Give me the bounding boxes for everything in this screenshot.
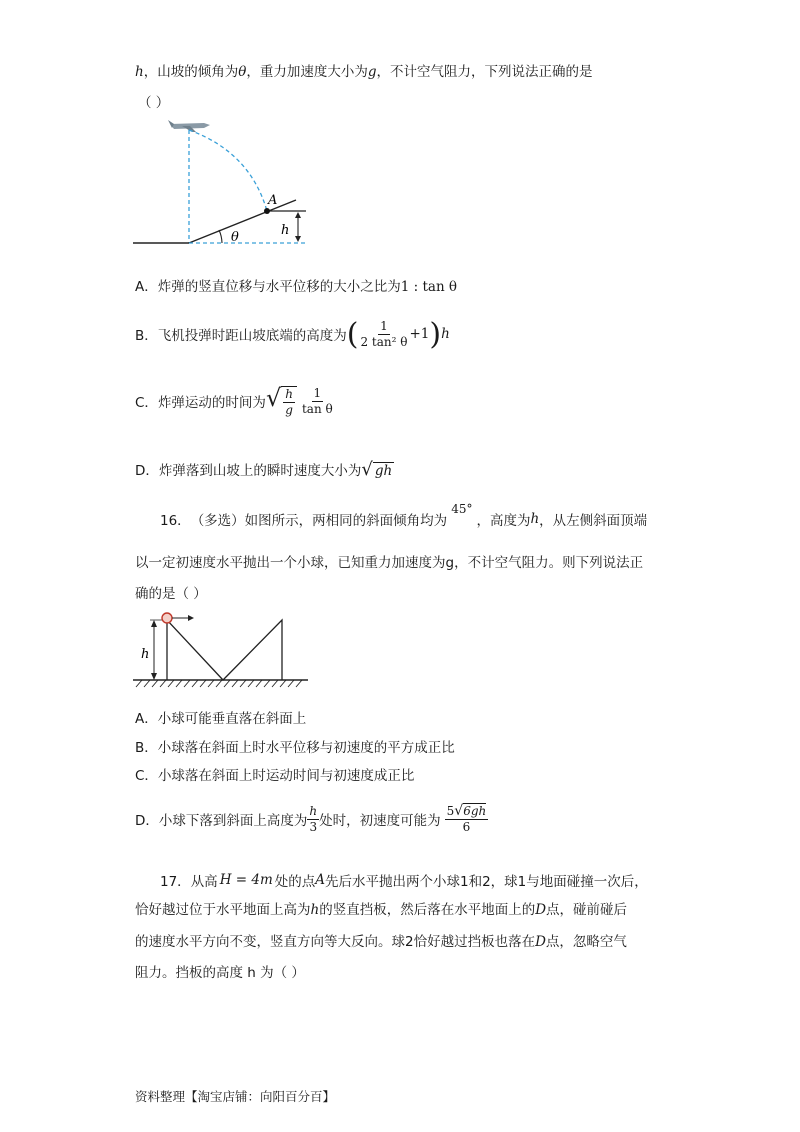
option-text: 处时，初速度可能为	[319, 813, 441, 829]
option-label: D．	[135, 813, 159, 829]
q16-tag: （多选）如图所示，两相同的斜面倾角均为	[190, 513, 448, 529]
q16-stem-line1	[160, 502, 648, 533]
var-theta: θ	[238, 64, 247, 80]
stem-text: ，高度为	[476, 513, 531, 529]
stem-text: 从高	[190, 874, 218, 890]
label-theta: θ	[231, 230, 239, 245]
q16-figure	[130, 610, 320, 692]
option-text: 小球落在斜面上时水平位移与初速度的平方成正比	[157, 740, 455, 756]
option-label: A．	[135, 279, 158, 295]
label-a: A	[268, 193, 278, 208]
stem-text: 处的点	[274, 874, 316, 890]
option-text: 飞机投弹时距山坡底端的高度为	[157, 328, 347, 344]
q15-figure	[130, 112, 320, 252]
var-h: h	[441, 326, 450, 342]
var-h: h	[310, 902, 320, 918]
ball	[162, 613, 172, 623]
q16-option-b[interactable]	[135, 738, 455, 758]
q17-line3	[135, 932, 627, 952]
footer-text: 资料整理【淘宝店铺：向阳百分百】	[135, 1089, 336, 1104]
q15-stem	[135, 62, 593, 82]
stem-text: 的竖直挡板，然后落在水平地面上的	[319, 902, 536, 918]
var-a: A	[315, 872, 325, 888]
stem-text: 先后水平抛出两个小球1和2，球1与地面碰撞一次后，	[325, 874, 648, 890]
q15-option-d[interactable]	[135, 455, 394, 483]
q15-stem-mid: ，重力加速度大小为	[246, 64, 368, 80]
question-number: 17．	[160, 874, 191, 890]
q16-option-d[interactable]	[135, 799, 488, 839]
q15-answer-blank: （ ）	[138, 95, 170, 111]
var-g: g	[367, 64, 377, 80]
option-math: 1 : tan θ	[400, 279, 458, 295]
var-d: D	[535, 934, 546, 950]
fraction: $\frac{1}{\text{2 tan² θ}}$	[360, 318, 408, 349]
ground-hatch	[136, 680, 302, 687]
fraction-sqrt: $\frac{5√6gh}{6}$	[446, 802, 487, 834]
question-number: 16．	[160, 513, 191, 529]
angle-arc	[219, 230, 222, 243]
var-h: h	[135, 64, 144, 80]
q17-line1	[160, 866, 648, 894]
option-label: C．	[135, 768, 158, 784]
plus-one: +1	[409, 326, 430, 342]
option-text: 小球可能垂直落在斜面上	[157, 711, 307, 727]
fraction: $\frac{h}{3}$	[309, 803, 318, 834]
q15-stem-post: ，不计空气阻力，下列说法正确的是	[376, 64, 593, 80]
angle-value: 45°	[451, 502, 473, 516]
q15-option-c[interactable]	[135, 381, 335, 421]
stem-text: 点，碰前碰后	[546, 902, 628, 918]
inclines	[167, 620, 282, 680]
option-text: 炸弹落到山坡上的瞬时速度大小为	[158, 463, 362, 479]
fraction: $\frac{1}{\text{tan θ}}$	[301, 385, 333, 416]
option-text: 炸弹运动的时间为	[157, 395, 266, 411]
q15-stem-pre: ，山坡的倾角为	[143, 64, 239, 80]
trajectory-curve	[189, 130, 267, 211]
option-label: B．	[135, 740, 158, 756]
stem-text: ，从左侧斜面顶端	[539, 513, 648, 529]
sqrt-expression: √ gh	[361, 458, 393, 480]
paren-right: )	[429, 316, 442, 352]
slope-line	[189, 200, 296, 243]
option-label: B．	[135, 328, 158, 344]
var-h: h	[530, 511, 540, 527]
point-a	[264, 208, 270, 214]
paren-left: (	[346, 316, 359, 352]
q15-option-a[interactable]	[135, 277, 457, 297]
label-h: h	[141, 647, 150, 662]
q15-option-b[interactable]	[135, 312, 450, 356]
q17-line4: 阻力。挡板的高度 h 为（ ）	[135, 965, 305, 981]
option-text: 小球落在斜面上时运动时间与初速度成正比	[157, 768, 415, 784]
label-h: h	[281, 223, 290, 238]
height-expression: H = 4m	[219, 872, 273, 888]
q16-stem-line3: 确的是（ ）	[135, 586, 207, 602]
option-label: C．	[135, 395, 158, 411]
stem-text: 恰好越过位于水平地面上高为	[135, 902, 311, 918]
sqrt-expression: √ $\frac{h}{g}$	[266, 384, 297, 418]
q16-option-c[interactable]	[135, 766, 414, 786]
var-d: D	[535, 902, 547, 918]
stem-text: 点，忽略空气	[545, 934, 627, 950]
option-text: 炸弹的竖直位移与水平位移的大小之比为	[157, 279, 401, 295]
option-text: 小球下落到斜面上高度为	[158, 813, 308, 829]
option-label: D．	[135, 463, 159, 479]
stem-text: 的速度水平方向不变，竖直方向等大反向。球2恰好越过挡板也落在	[135, 934, 536, 950]
option-label: A．	[135, 711, 158, 727]
q16-option-a[interactable]	[135, 709, 306, 729]
q17-line2	[135, 900, 627, 920]
q16-stem-line2: 以一定初速度水平抛出一个小球，已知重力加速度为g，不计空气阻力。则下列说法正	[135, 555, 644, 571]
